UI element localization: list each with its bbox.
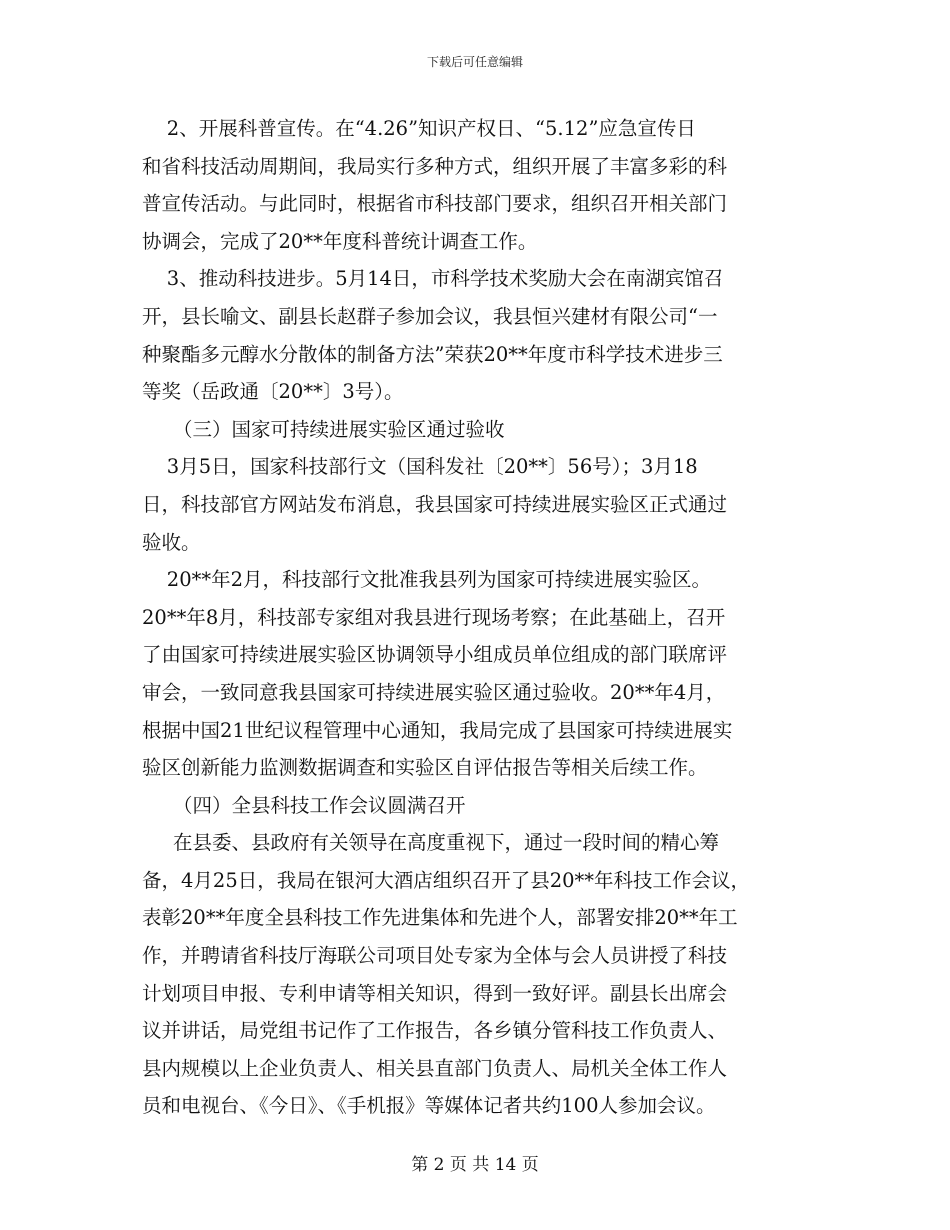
text-line: 作，并聘请省科技厅海联公司项目处专家为全体与会人员讲授了科技: [142, 944, 728, 968]
text-line: 等奖（岳政通〔20**〕3号）。: [142, 380, 404, 404]
text-line: 和省科技活动周期间，我局实行多种方式，组织开展了丰富多彩的科: [142, 154, 728, 178]
text-line: 计划项目申报、专利申请等相关知识，得到一致好评。副县长出席会: [142, 981, 728, 1005]
text-line: 20**年2月，科技部行文批准我县列为国家可持续进展实验区。: [142, 568, 712, 592]
text-line: 验区创新能力监测数据调查和实验区自评估报告等相关后续工作。: [142, 756, 708, 780]
text-line: 议并讲话，局党组书记作了工作报告，各乡镇分管科技工作负责人、: [142, 1019, 728, 1043]
text-line: 员和电视台、《今日》、《手机报》等媒体记者共约100人参加会议。: [142, 1094, 716, 1118]
text-line: 日，科技部官方网站发布消息，我县国家可持续进展实验区正式通过: [142, 492, 728, 516]
section-heading: （三）国家可持续进展实验区通过验收: [142, 417, 505, 441]
text-line: 20**年8月，科技部专家组对我县进行现场考察；在此基础上，召开: [142, 605, 726, 629]
page-footer: 第 2 页 共 14 页: [411, 1155, 539, 1175]
text-line: 县内规模以上企业负责人、相关县直部门负责人、局机关全体工作人: [142, 1056, 728, 1080]
text-line: 在县委、县政府有关领导在高度重视下，通过一段时间的精心筹: [142, 831, 719, 855]
text-line: 验收。: [142, 530, 201, 554]
section-heading: （四）全县科技工作会议圆满召开: [142, 793, 466, 817]
text-line: 审会，一致同意我县国家可持续进展实验区通过验收。20**年4月，: [142, 680, 726, 704]
text-line: 种聚酯多元醇水分散体的制备方法”荣获20**年度市科学技术进步三: [142, 342, 723, 366]
text-line: 3月5日，国家科技部行文（国科发社〔20**〕56号）；3月18: [142, 455, 698, 479]
text-line: 表彰20**年度全县科技工作先进集体和先进个人，部署安排20**年工: [142, 906, 738, 930]
text-line: 备，4月25日，我局在银河大酒店组织召开了县20**年科技工作会议，: [142, 868, 751, 892]
text-line: 了由国家可持续进展实验区协调领导小组成员单位组成的部门联席评: [142, 643, 728, 667]
text-line: 普宣传活动。与此同时，根据省市科技部门要求，组织召开相关部门: [142, 192, 728, 216]
text-line: 3、推动科技进步。5月14日，市科学技术奖励大会在南湖宾馆召: [142, 267, 724, 291]
text-line: 协调会，完成了20**年度科普统计调查工作。: [142, 229, 538, 253]
document-body: [142, 110, 810, 1125]
text-line: 开，县长喻文、副县长赵群子参加会议，我县恒兴建材有限公司“一: [142, 304, 718, 328]
page-header: 下载后可任意编辑: [426, 55, 523, 69]
text-line: 2、开展科普宣传。在“4.26”知识产权日、“5.12”应急宣传日: [142, 117, 696, 140]
text-line: 根据中国21世纪议程管理中心通知，我局完成了县国家可持续进展实: [142, 718, 733, 742]
